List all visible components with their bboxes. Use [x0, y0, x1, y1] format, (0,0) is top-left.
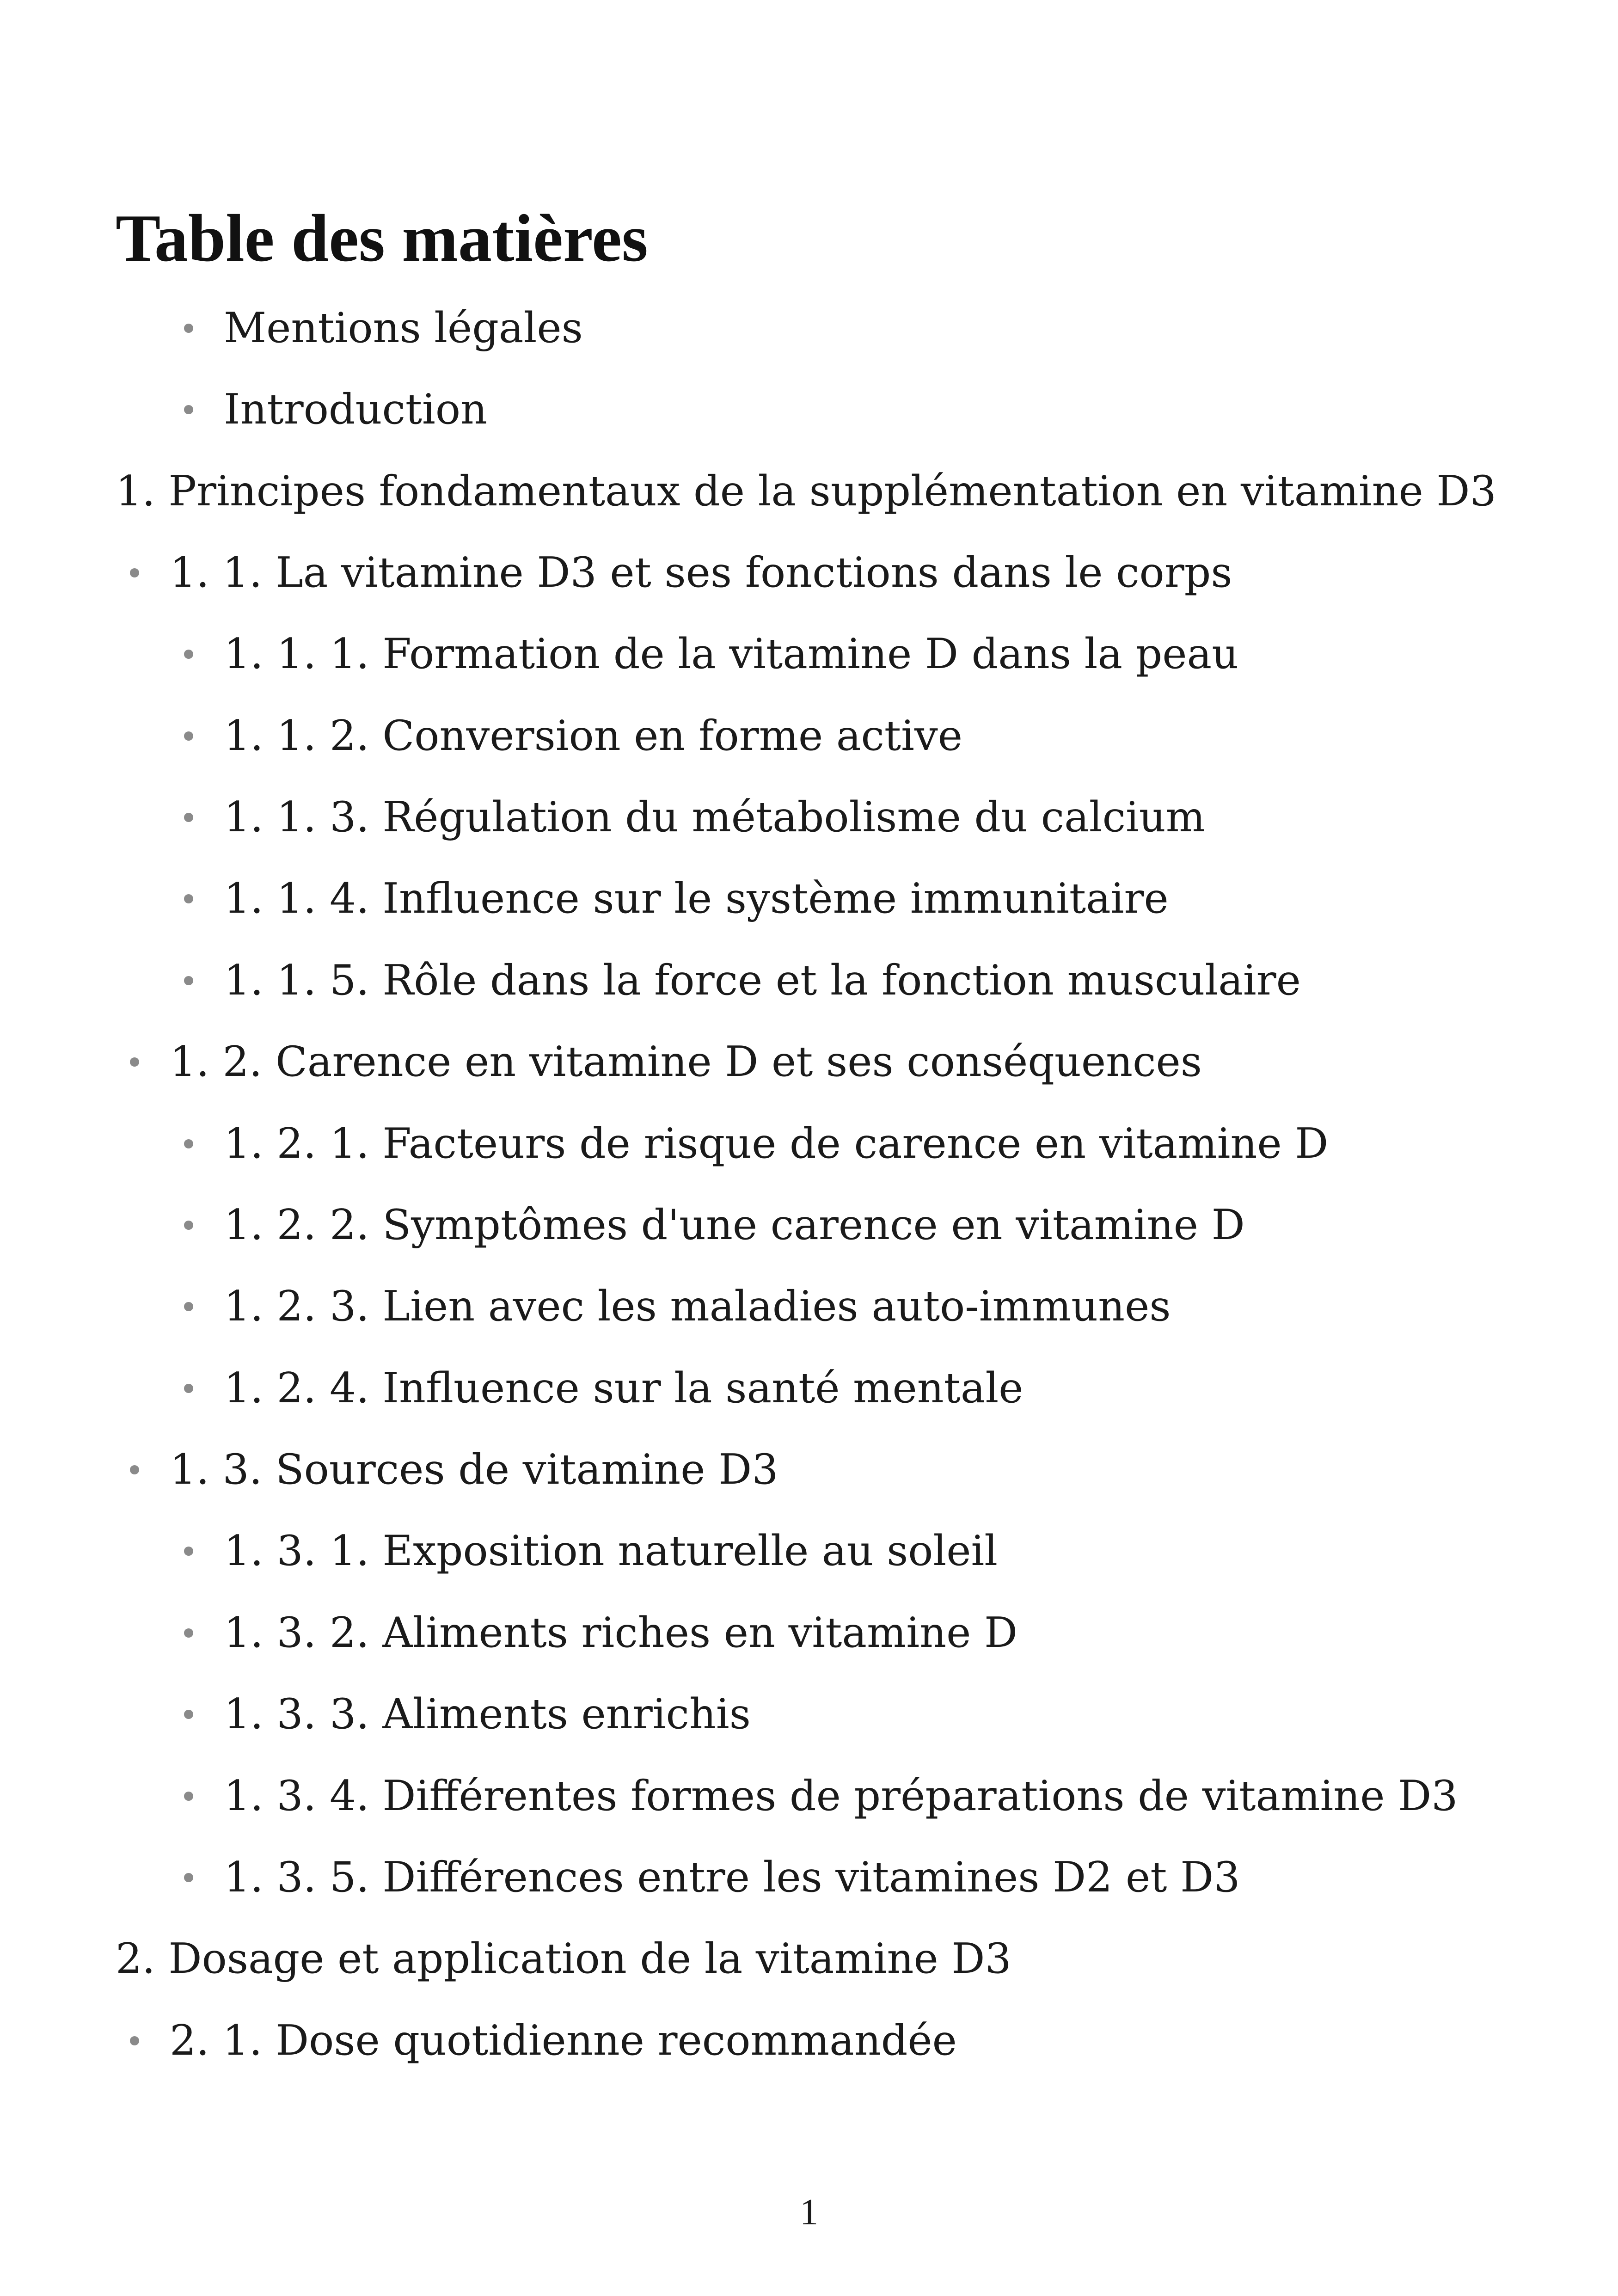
bullet-icon: [130, 1057, 139, 1067]
toc-entry-label: 2. 1. Dose quotidienne recommandée: [170, 2016, 957, 2065]
toc-entry-1-2-4[interactable]: [224, 1361, 1024, 1416]
toc-entry-label: 1. 1. 1. Formation de la vitamine D dans la peau: [224, 630, 1239, 678]
toc-entry-label: 1. 3. Sources de vitamine D3: [170, 1445, 778, 1494]
toc-entry-1-1-1[interactable]: [224, 626, 1238, 682]
toc-entry-1-2-3[interactable]: [224, 1279, 1171, 1334]
bullet-icon: [184, 1792, 193, 1801]
bullet-icon: [184, 1710, 193, 1719]
toc-entry-label: 1. 3. 1. Exposition naturelle au soleil: [224, 1527, 998, 1575]
toc-entry-label: Introduction: [224, 385, 487, 434]
toc-entry-label: 2. Dosage et application de la vitamine D3: [116, 1934, 1011, 1983]
toc-entry-2-1[interactable]: [170, 2013, 957, 2069]
toc-entry-1-1-5[interactable]: [224, 953, 1301, 1008]
toc-entry-1-3-1[interactable]: [224, 1523, 998, 1579]
toc-entry-1-3-3[interactable]: [224, 1687, 751, 1742]
bullet-icon: [184, 1302, 193, 1311]
toc-entry-1-1-3[interactable]: [224, 790, 1205, 845]
toc-entry-label: 1. 3. 3. Aliments enrichis: [224, 1690, 751, 1738]
bullet-icon: [184, 813, 193, 822]
toc-entry-label: 1. 3. 4. Différentes formes de préparations de vitamine D3: [224, 1772, 1458, 1820]
bullet-icon: [184, 976, 193, 985]
toc-entry-1-1-4[interactable]: [224, 871, 1169, 927]
bullet-icon: [184, 405, 193, 414]
toc-entry-label: 1. 1. 3. Régulation du métabolisme du calcium: [224, 793, 1206, 841]
page-title: Table des matières: [116, 201, 648, 276]
toc-entry-1-2[interactable]: [170, 1034, 1202, 1090]
bullet-icon: [130, 568, 139, 577]
bullet-icon: [130, 2036, 139, 2045]
toc-entry-1-3-2[interactable]: [224, 1605, 1017, 1661]
bullet-icon: [184, 1628, 193, 1638]
toc-entry-label: 1. 2. 4. Influence sur la santé mentale: [224, 1364, 1024, 1412]
toc-entry-label: 1. Principes fondamentaux de la supplémentation en vitamine D3: [116, 467, 1496, 516]
toc-entry-label: 1. 3. 5. Différences entre les vitamines D2 et D3: [224, 1853, 1240, 1902]
toc-entry-label: 1. 2. 2. Symptômes d'une carence en vitamine D: [224, 1201, 1245, 1249]
toc-entry-label: 1. 2. 1. Facteurs de risque de carence en vitamine D: [224, 1119, 1329, 1168]
toc-entry-1-3-4[interactable]: [224, 1768, 1458, 1824]
bullet-icon: [184, 1384, 193, 1393]
toc-entry-1-2-2[interactable]: [224, 1197, 1245, 1253]
bullet-icon: [184, 1139, 193, 1148]
bullet-icon: [184, 1873, 193, 1882]
toc-entry-label: 1. 2. 3. Lien avec les maladies auto-immunes: [224, 1282, 1171, 1331]
page-number: 1: [800, 2192, 818, 2233]
bullet-icon: [184, 894, 193, 903]
toc-entry-1-1[interactable]: [170, 545, 1232, 601]
toc-entry-1-1-2[interactable]: [224, 708, 962, 764]
toc-entry-chapter-2[interactable]: [116, 1931, 1011, 1987]
bullet-icon: [184, 1547, 193, 1556]
toc-entry-chapter-1[interactable]: [116, 464, 1496, 519]
toc-entry-label: Mentions légales: [224, 304, 583, 352]
toc-entry-label: 1. 2. Carence en vitamine D et ses conséquences: [170, 1037, 1202, 1086]
toc-entry-1-2-1[interactable]: [224, 1116, 1328, 1172]
toc-entry-label: 1. 1. 4. Influence sur le système immunitaire: [224, 874, 1169, 923]
toc-entry-label: 1. 1. 2. Conversion en forme active: [224, 712, 962, 760]
bullet-icon: [184, 1221, 193, 1230]
toc-entry-label: 1. 1. La vitamine D3 et ses fonctions dans le corps: [170, 548, 1232, 597]
toc-entry-1-3[interactable]: [170, 1442, 778, 1498]
bullet-icon: [184, 650, 193, 659]
toc-entry-label: 1. 1. 5. Rôle dans la force et la fonction musculaire: [224, 956, 1301, 1005]
toc-entry-mentions-legales[interactable]: [224, 301, 583, 356]
toc-entry-label: 1. 3. 2. Aliments riches en vitamine D: [224, 1608, 1018, 1657]
bullet-icon: [184, 324, 193, 333]
bullet-icon: [130, 1465, 139, 1474]
bullet-icon: [184, 731, 193, 741]
toc-entry-1-3-5[interactable]: [224, 1850, 1240, 1905]
toc-entry-introduction[interactable]: [224, 382, 487, 437]
